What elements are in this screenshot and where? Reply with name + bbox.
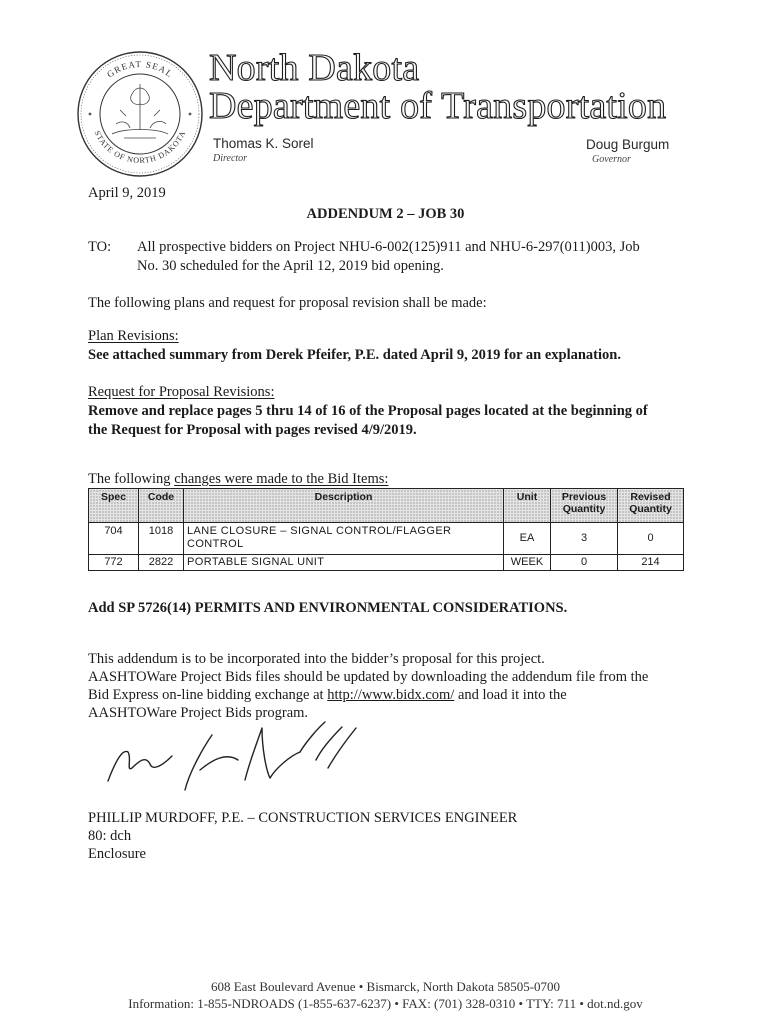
column-header-spec: Spec bbox=[89, 489, 139, 523]
signatory-name-title: PHILLIP MURDOFF, P.E. – CONSTRUCTION SERVICES ENGINEER bbox=[88, 810, 518, 826]
column-header-revised-quantity: Revised Quantity bbox=[618, 489, 684, 523]
instructions-line-3-prefix: Bid Express on-line bidding exchange at bbox=[88, 687, 328, 703]
footer-address: 608 East Boulevard Avenue • Bismarck, North Dakota 58505-0700 bbox=[210, 979, 561, 994]
director-name: Thomas K. Sorel bbox=[213, 136, 314, 151]
column-header-description: Description bbox=[184, 489, 504, 523]
rfp-revisions-line-2: the Request for Proposal with pages revised 4/9/2019. bbox=[88, 422, 417, 438]
table-row bbox=[89, 555, 684, 571]
plan-revisions-body: See attached summary from Derek Pfeifer, P.E. dated April 9, 2019 for an explanation. bbox=[88, 347, 621, 363]
instructions-line-3 bbox=[88, 686, 567, 704]
governor-name: Doug Burgum bbox=[586, 137, 670, 152]
column-header-unit: Unit bbox=[504, 489, 551, 523]
instructions-line-2: AASHTOWare Project Bids files should be updated by downloading the addendum file from the bbox=[88, 669, 649, 685]
table-header-row bbox=[89, 489, 684, 523]
letter-date: April 9, 2019 bbox=[88, 185, 166, 201]
director-title: Director bbox=[213, 153, 248, 164]
signatory-initials: 80: dch bbox=[88, 828, 132, 844]
org-name-line1: North Dakota bbox=[209, 47, 420, 89]
special-provision-note: Add SP 5726(14) PERMITS AND ENVIRONMENTAL CONSIDERATIONS. bbox=[88, 600, 568, 616]
cell-spec: 704 bbox=[89, 523, 139, 555]
enclosure-note: Enclosure bbox=[88, 846, 146, 862]
intro-paragraph: The following plans and request for proposal revision shall be made: bbox=[88, 295, 487, 311]
cell-revised-quantity: 214 bbox=[618, 555, 684, 571]
instructions-line-1: This addendum is to be incorporated into the bidder’s proposal for this project. bbox=[88, 651, 545, 667]
rfp-revisions-heading: Request for Proposal Revisions: bbox=[88, 384, 275, 400]
org-name-line2: Department of Transportation bbox=[209, 85, 667, 127]
bid-items-intro-underlined: changes were made to the Bid Items: bbox=[174, 471, 389, 487]
cell-unit: WEEK bbox=[504, 555, 551, 571]
bid-items-table bbox=[88, 488, 684, 571]
cell-revised-quantity: 0 bbox=[618, 523, 684, 555]
cell-previous-quantity: 0 bbox=[551, 555, 618, 571]
letter-subject: ADDENDUM 2 – JOB 30 bbox=[306, 206, 465, 222]
cell-spec: 772 bbox=[89, 555, 139, 571]
svg-text:GREAT SEAL bbox=[105, 59, 175, 80]
to-line-2: No. 30 scheduled for the April 12, 2019 bid opening. bbox=[137, 258, 444, 274]
seal-bottom-text: STATE OF NORTH DAKOTA bbox=[92, 129, 188, 166]
to-line-1: All prospective bidders on Project NHU-6-002(125)911 and NHU-6-297(011)003, Job bbox=[137, 239, 640, 255]
cell-description-text: PORTABLE SIGNAL UNIT bbox=[187, 556, 325, 568]
state-seal bbox=[76, 50, 204, 178]
to-label: TO: bbox=[88, 239, 112, 255]
cell-code: 1018 bbox=[139, 523, 184, 555]
column-header-previous-quantity: Previous Quantity bbox=[551, 489, 618, 523]
cell-description bbox=[184, 555, 504, 571]
cell-unit: EA bbox=[504, 523, 551, 555]
rfp-revisions-line-1: Remove and replace pages 5 thru 14 of 16 of the Proposal pages located at the beginning of bbox=[88, 403, 648, 419]
seal-top-text: GREAT SEAL bbox=[105, 58, 176, 80]
table-row bbox=[89, 523, 684, 555]
instructions-line-4: AASHTOWare Project Bids program. bbox=[88, 705, 309, 721]
footer-contact: Information: 1-855-NDROADS (1-855-637-6237) • FAX: (701) 328-0310 • TTY: 711 • dot.nd.gov bbox=[128, 996, 643, 1011]
handwritten-signature bbox=[100, 715, 370, 800]
cell-code: 2822 bbox=[139, 555, 184, 571]
cell-previous-quantity: 3 bbox=[551, 523, 618, 555]
plan-revisions-heading: Plan Revisions: bbox=[88, 328, 179, 344]
cell-description-text: LANE CLOSURE – SIGNAL CONTROL/FLAGGER CONTROL bbox=[187, 525, 452, 550]
svg-text:STATE OF NORTH DAKOTA bbox=[93, 129, 188, 165]
instructions-line-3-suffix: and load it into the bbox=[454, 687, 567, 703]
bid-items-intro-prefix: The following bbox=[88, 471, 175, 487]
bidx-link[interactable]: http://www.bidx.com/ bbox=[327, 687, 455, 703]
bid-items-intro bbox=[88, 470, 388, 488]
column-header-code: Code bbox=[139, 489, 184, 523]
cell-description bbox=[184, 523, 504, 555]
governor-title: Governor bbox=[592, 154, 631, 165]
